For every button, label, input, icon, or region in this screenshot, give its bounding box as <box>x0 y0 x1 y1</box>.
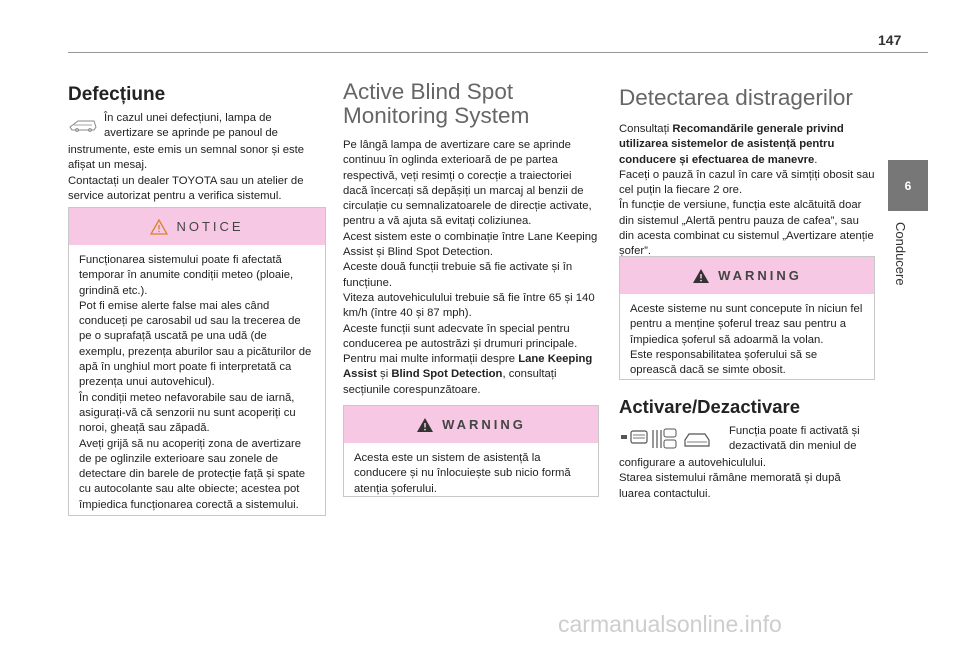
watermark: carmanualsonline.info <box>558 611 782 637</box>
notice-box <box>68 207 326 516</box>
warning-label-distragere: WARNING <box>718 268 802 283</box>
activare-body: configurare a autovehiculului. Starea sistemului rămâne memorată și după luarea contactului. <box>619 457 841 500</box>
column-abs-monitoring <box>343 80 599 398</box>
warning-triangle-icon <box>416 417 434 433</box>
warning-box-distragere <box>619 256 875 380</box>
warning-header-abs <box>344 406 598 443</box>
distragere-body-text: . Faceți o pauză în cazul în care vă simțiți obosit sau cel puțin la fiecare 2 ore. În funcție de versiune, funcția este alcătuită doar din sistemul „Alertă pentru pauza de cafea”, sau din acesta combinat cu sistemul „Avertizare atenție șofer”. <box>619 153 875 258</box>
header-divider <box>68 52 928 53</box>
warning-box-abs <box>343 405 599 497</box>
abs-body-b: , consultați secțiunile corespunzătoare. <box>343 368 557 396</box>
column-distragere <box>619 80 875 260</box>
section-title-defectiune: Defecțiune <box>68 84 166 105</box>
distragere-bold-link: Recomandările generale privind utilizarea sistemelor de asistență pentru conducere și efectuarea de manevre <box>619 123 844 166</box>
abs-body <box>343 138 599 398</box>
lamp-text-line1: În cazul unei defecțiuni, lampa de <box>104 112 272 124</box>
section-title-abs-line2: Monitoring System <box>343 103 530 128</box>
section-title-abs-line1: Active Blind Spot <box>343 79 514 104</box>
activare-line1: Funcția poate fi activată și <box>729 425 860 437</box>
lamp-text-line2: avertizare se aprinde pe panoul de <box>104 127 278 139</box>
notice-text: Funcționarea sistemului poate fi afectată temporar în anumite condiții meteo (ploaie, grindină etc.). Pot fi emise alerte false mai ales când conduceți pe carosabil ud sau la trecerea de pe o suprafață uscată pe una udă (de exemplu, prezența aburilor sau a picăturilor de apă în unghiul mort poate fi interpretată ca prezența unui autovehicul). În condiții meteo nefavorabile sau de iarnă, asigurați-vă că senzorii nu sunt acoperiți cu noroi, gheață sau zăpadă. Aveți grijă să nu acoperiți zona de avertizare de pe oglinzile exterioare sau zonele de detectare din barele de protecție față și spate cu autocolante sau alte obiecte; acestea pot împiedica funcționarea corectă a sistemului. <box>79 254 312 511</box>
distragere-body <box>619 122 875 260</box>
activare-section <box>619 396 875 502</box>
abs-and: și <box>376 368 392 381</box>
warning-triangle-icon <box>692 268 710 284</box>
abs-bold-lka: Lane Keeping Assist <box>343 353 593 381</box>
page-number: 147 <box>878 32 902 48</box>
activare-icon-row <box>619 424 875 456</box>
warning-label-abs: WARNING <box>442 417 526 432</box>
distragere-consult: Consultați <box>619 123 673 135</box>
chapter-title <box>894 222 912 312</box>
warning-text-distragere: Aceste sisteme nu sunt concepute în niciun fel pentru a menține șoferul treaz sau pentru a împiedica șoferul să adoarmă la volan. Este responsabilitatea șoferului să se oprească dacă se simte obosit. <box>630 303 863 377</box>
section-title-distragere: Detectarea distragerilor <box>619 85 853 110</box>
defectiune-body: instrumente, este emis un semnal sonor și este afișat un mesaj. Contactați un dealer TOYOTA sau un atelier de service autorizat pentru a verifica sistemul. <box>68 144 305 202</box>
warning-lamp-row <box>68 111 326 143</box>
blind-spot-lamp-icon <box>68 117 98 133</box>
vehicle-settings-icons <box>619 426 719 452</box>
chapter-tab[interactable]: 6 <box>888 160 928 211</box>
abs-body-a: Pe lângă lampa de avertizare care se aprinde continuu în oglinda exterioară de pe partea respectivă, veți resimți o corecție a traiectoriei dacă încercați să depășiți un marcaj al benzii de circulație cu semnalizatoarele de direcție activate, pentru a vă ajuta să evitați coliziunea. Acest sistem este o combinație între Lane Keeping Assist și Blind Spot Detection. Aceste două funcții trebuie să fie activate și în funcțiune. Viteza autovehiculului trebuie să fie între 65 și 140 km/h (între 40 și 87 mph). Aceste funcții sunt adecvate în special pentru conducerea pe autostrăzi și drumuri principale. Pentru mai multe informații despre <box>343 139 598 366</box>
section-title-activare: Activare/Dezactivare <box>619 396 800 417</box>
caution-triangle-icon <box>150 219 168 235</box>
abs-bold-bsd: Blind Spot Detection <box>391 368 503 381</box>
warning-header-distragere <box>620 257 874 294</box>
notice-label: NOTICE <box>176 219 244 234</box>
activare-line2: dezactivată din meniul de <box>729 440 857 452</box>
notice-header <box>69 208 325 245</box>
column-defectiune <box>68 80 326 204</box>
warning-text-abs: Acesta este un sistem de asistență la conducere și nu înlocuiește sub nicio formă atenția șoferului. <box>354 452 571 495</box>
chapter-title-text: Conducere <box>893 222 908 286</box>
